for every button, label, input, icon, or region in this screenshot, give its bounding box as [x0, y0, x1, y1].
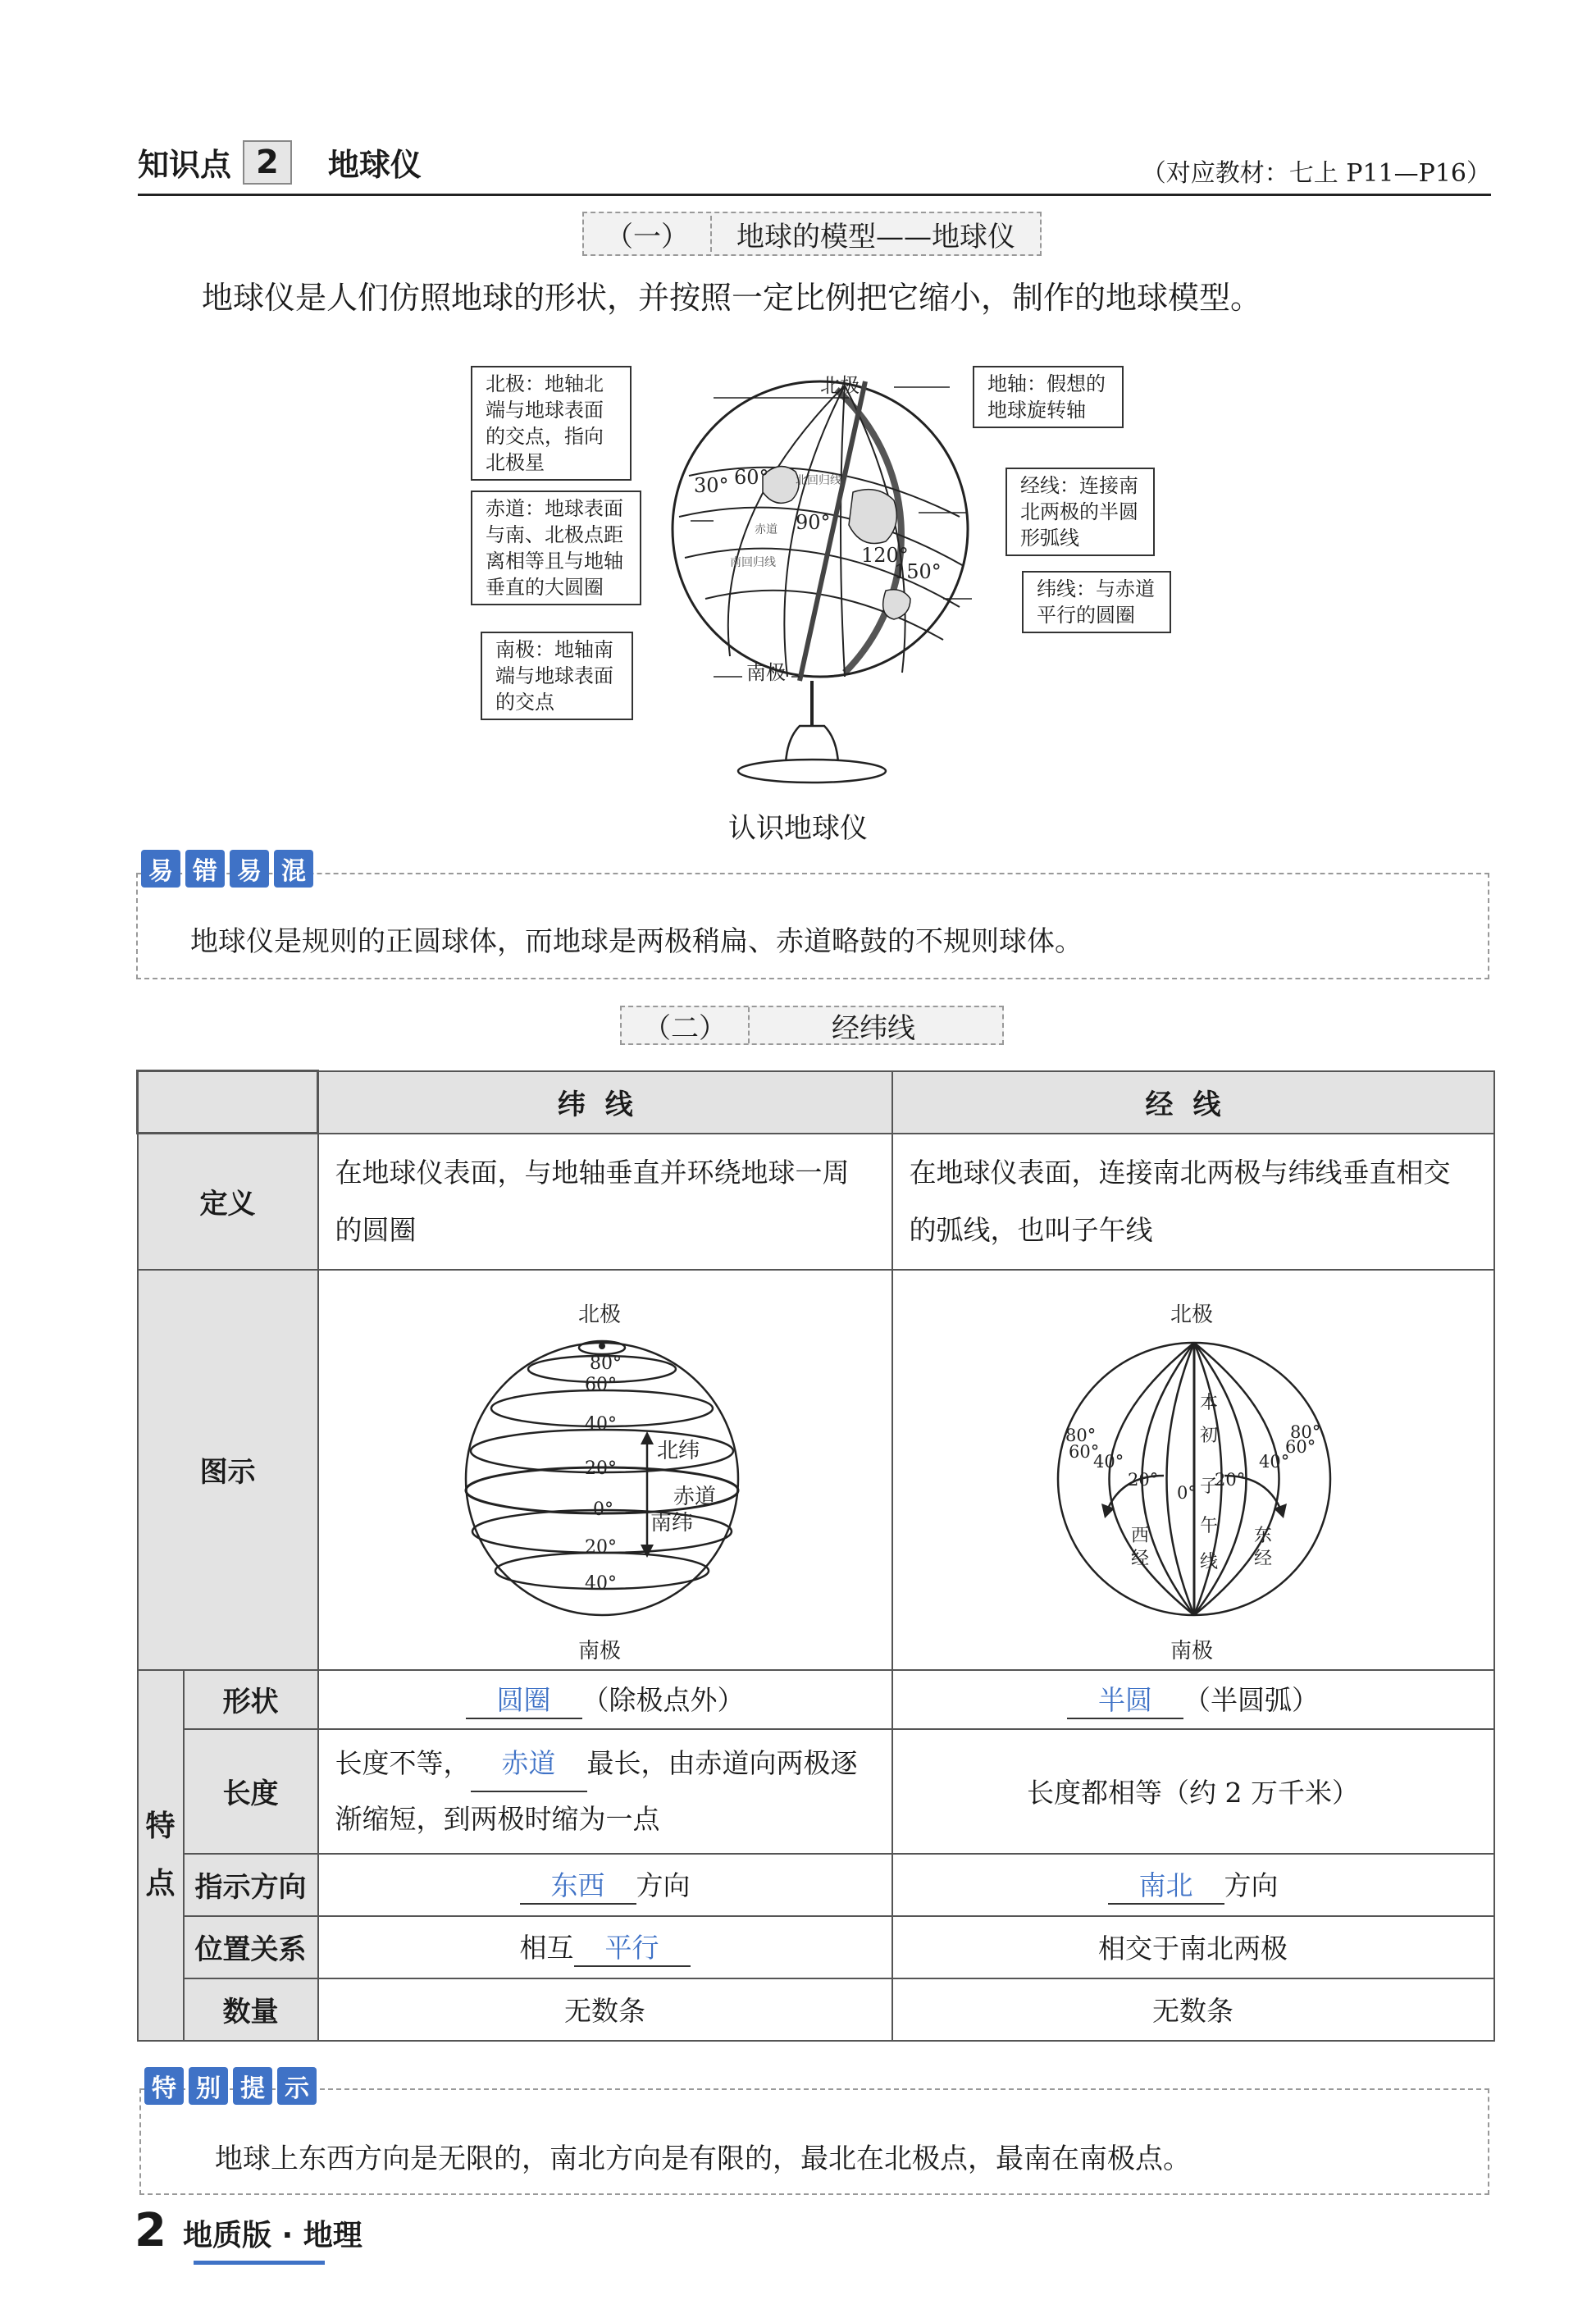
lat-label: 0°	[592, 1499, 613, 1520]
features-label-cell	[138, 1670, 184, 2041]
callout-north-pole	[471, 366, 632, 481]
callout-line: 北极：地轴北	[486, 372, 604, 395]
lat-label: 40°	[584, 1572, 617, 1594]
globe-tropic-label: 南回归线	[730, 556, 776, 569]
answer-blank: 东西	[520, 1864, 636, 1905]
weft-north-label: 北极	[577, 1302, 621, 1327]
row-label: 长度	[184, 1729, 318, 1854]
callout-line: 垂直的大圆圈	[486, 576, 604, 599]
tag-char: 别	[189, 2067, 228, 2105]
meridian-line	[1166, 1343, 1194, 1615]
meridian-quantity: 无数条	[892, 1978, 1494, 2041]
globe-degree-label: 60°	[734, 466, 769, 489]
tag-char: 易	[141, 850, 180, 888]
globe-equator-label: 赤道	[755, 523, 777, 536]
table-row-diagram	[138, 1270, 1494, 1670]
prime-meridian-char: 初	[1199, 1425, 1218, 1446]
meridian-diagram	[893, 1271, 1495, 1663]
west-longitude-char: 经	[1130, 1548, 1149, 1569]
callout-line: 地球旋转轴	[987, 399, 1086, 422]
tag-char: 提	[233, 2067, 272, 2105]
callout-line: 的交点，指向	[486, 425, 604, 448]
meridian-position: 相交于南北两极	[892, 1916, 1494, 1978]
north-pole-label: 北极	[820, 374, 860, 397]
page-number: 2	[135, 2204, 166, 2257]
meridian-north-label: 北极	[1170, 1302, 1213, 1327]
subsection-heading-1	[582, 212, 1042, 256]
book-name: 地质版 · 地理	[182, 2219, 363, 2252]
prime-meridian-char: 午	[1199, 1515, 1218, 1536]
callout-equator	[471, 491, 641, 605]
weft-shape	[318, 1670, 892, 1729]
answer-blank: 平行	[574, 1927, 691, 1967]
textbook-reference: （对应教材：七上 P11—P16）	[1141, 159, 1491, 188]
lon-label: 0°	[1176, 1482, 1197, 1503]
continent-shape	[849, 490, 896, 544]
equator-label: 赤道	[673, 1484, 716, 1509]
header-divider	[138, 194, 1491, 196]
note-tag-special-tip	[144, 2067, 317, 2105]
answer-blank: 圆圈	[466, 1679, 582, 1719]
section-header	[138, 139, 422, 185]
east-longitude-char: 经	[1253, 1548, 1272, 1569]
row-label: 定义	[138, 1134, 318, 1270]
weft-position	[318, 1916, 892, 1978]
globe-degree-label: 150°	[894, 560, 942, 583]
page-footer	[135, 2204, 363, 2257]
weft-direction	[318, 1854, 892, 1916]
globe-degree-label: 30°	[694, 474, 729, 497]
callout-line: 北两极的半圆	[1020, 500, 1138, 523]
prime-meridian-char: 本	[1199, 1392, 1218, 1413]
weft-length	[318, 1729, 892, 1854]
callout-line: 的交点	[495, 691, 554, 714]
callout-line: 经线：连接南	[1020, 474, 1138, 497]
answer-blank: 半圆	[1067, 1679, 1183, 1719]
south-lat-label: 南纬	[650, 1510, 693, 1536]
answer-blank: 赤道	[471, 1736, 587, 1792]
answer-blank: 南北	[1108, 1864, 1224, 1905]
header-corner	[138, 1071, 318, 1134]
note-text: 地球仪是规则的正圆球体，而地球是两极稍扁、赤道略鼓的不规则球体。	[190, 925, 1083, 958]
lat-label: 20°	[584, 1458, 617, 1479]
west-longitude-char: 西	[1130, 1525, 1149, 1546]
page-title: 地球仪	[327, 147, 422, 183]
subsection-number: （一）	[605, 220, 689, 253]
lat-label: 80°	[589, 1353, 622, 1374]
subsection-title: 地球的模型——地球仪	[736, 220, 1015, 253]
lon-label: 80°	[1289, 1422, 1320, 1442]
continent-shape	[883, 590, 910, 619]
meridian-diagram-cell	[892, 1270, 1494, 1670]
lon-label: 40°	[1258, 1451, 1289, 1472]
weft-shape-rest: （除极点外）	[581, 1684, 745, 1716]
weft-position-pre: 相互	[519, 1932, 574, 1964]
prime-meridian-char: 线	[1199, 1551, 1218, 1572]
weft-length-pre: 长度不等，	[335, 1746, 471, 1779]
weft-direction-post: 方向	[636, 1869, 691, 1901]
meridian-shape-rest: （半圆弧）	[1183, 1684, 1319, 1716]
note-box-special-tip	[139, 2088, 1489, 2195]
table-header-row	[138, 1071, 1494, 1134]
lat-label: 20°	[584, 1536, 617, 1558]
weft-diagram	[319, 1271, 893, 1663]
weft-definition: 在地球仪表面，与地轴垂直并环绕地球一周的圆圈	[318, 1134, 892, 1270]
tag-char: 混	[274, 850, 313, 888]
tag-char: 示	[277, 2067, 317, 2105]
table-row-quantity	[138, 1978, 1494, 2041]
note-text: 地球上东西方向是无限的，南北方向是有限的，最北在北极点，最南在南极点。	[215, 2143, 1191, 2175]
meridian-length: 长度都相等（约 2 万千米）	[892, 1729, 1494, 1854]
row-label: 形状	[184, 1670, 318, 1729]
callout-line: 形弧线	[1020, 527, 1079, 550]
lon-label: 60°	[1068, 1441, 1099, 1462]
globe-meridian	[841, 386, 845, 677]
tag-char: 易	[230, 850, 269, 888]
note-box-common-mistakes	[136, 873, 1489, 979]
figure-caption: 认识地球仪	[728, 812, 868, 845]
callout-line: 纬线：与赤道	[1037, 577, 1155, 600]
lon-label: 20°	[1127, 1469, 1158, 1490]
callout-meridian	[1005, 468, 1155, 556]
lon-label: 20°	[1214, 1469, 1245, 1490]
table-row-definition	[138, 1134, 1494, 1270]
lon-label: 40°	[1092, 1451, 1124, 1472]
lon-label: 80°	[1065, 1425, 1096, 1445]
lon-label: 60°	[1284, 1436, 1316, 1457]
column-header-meridian: 经线	[892, 1071, 1494, 1134]
knowledge-point-number: 2	[243, 140, 292, 185]
subsection-title: 经纬线	[832, 1011, 915, 1045]
callout-line: 赤道：地球表面	[486, 497, 623, 520]
globe-stand-base	[738, 760, 886, 783]
note-tag-common-mistakes	[141, 850, 313, 888]
callout-line: 南极：地轴南	[495, 638, 613, 661]
north-pole-dot	[599, 1343, 605, 1349]
callout-line: 端与地球表面	[495, 664, 613, 687]
callout-line: 与南、北极点距	[486, 523, 623, 546]
subsection-heading-2	[620, 1006, 1004, 1045]
callout-line: 平行的圆圈	[1037, 604, 1135, 627]
row-label: 图示	[138, 1270, 318, 1670]
north-arrow-icon	[641, 1431, 654, 1444]
row-label: 指示方向	[184, 1854, 318, 1916]
weft-diagram-cell	[318, 1270, 892, 1670]
callout-line: 端与地球表面	[486, 399, 604, 422]
subsection-number: （二）	[643, 1011, 727, 1045]
column-header-weft: 纬线	[318, 1071, 892, 1134]
callout-axis	[973, 366, 1124, 428]
weft-quantity: 无数条	[318, 1978, 892, 2041]
east-longitude-char: 东	[1253, 1525, 1272, 1546]
table-row-position	[138, 1916, 1494, 1978]
weft-south-label: 南极	[577, 1638, 621, 1663]
knowledge-point-label: 知识点	[138, 147, 232, 183]
callout-line: 地轴：假想的	[987, 372, 1106, 395]
table-row-direction	[138, 1854, 1494, 1916]
south-pole-label: 南极	[746, 661, 786, 684]
callout-line: 离相等且与地轴	[486, 550, 623, 573]
meridian-south-label: 南极	[1170, 1638, 1213, 1663]
callout-parallel	[1022, 571, 1171, 633]
lat-label: 40°	[584, 1413, 617, 1435]
table-row-shape	[138, 1670, 1494, 1729]
meridian-direction	[892, 1854, 1494, 1916]
globe-degree-label: 120°	[861, 544, 909, 567]
table-row-length	[138, 1729, 1494, 1854]
callout-line: 北极星	[486, 451, 545, 474]
globe-tropic-label: 北回归线	[796, 474, 841, 487]
north-lat-label: 北纬	[656, 1438, 700, 1463]
tag-char: 错	[185, 850, 225, 888]
meridian-shape	[892, 1670, 1494, 1729]
intro-paragraph: 地球仪是人们仿照地球的形状，并按照一定比例把它缩小，制作的地球模型。	[202, 280, 1262, 316]
weft-length-post: 最长，由赤道向两极逐渐缩短，到两极时缩为一点	[335, 1746, 858, 1835]
globe-stand-post	[786, 726, 838, 763]
meridian-direction-post: 方向	[1224, 1869, 1279, 1901]
comparison-table	[136, 1070, 1495, 2042]
callout-south-pole	[481, 632, 633, 720]
row-label: 数量	[184, 1978, 318, 2041]
tag-char: 特	[144, 2067, 184, 2105]
footer-accent-bar	[194, 2261, 325, 2265]
prime-meridian-char: 子	[1199, 1476, 1218, 1497]
features-label: 特点	[145, 1809, 176, 1901]
meridian-definition: 在地球仪表面，连接南北两极与纬线垂直相交的弧线，也叫子午线	[892, 1134, 1494, 1270]
lat-label: 60°	[584, 1374, 617, 1395]
globe-degree-label: 90°	[796, 511, 831, 534]
row-label: 位置关系	[184, 1916, 318, 1978]
